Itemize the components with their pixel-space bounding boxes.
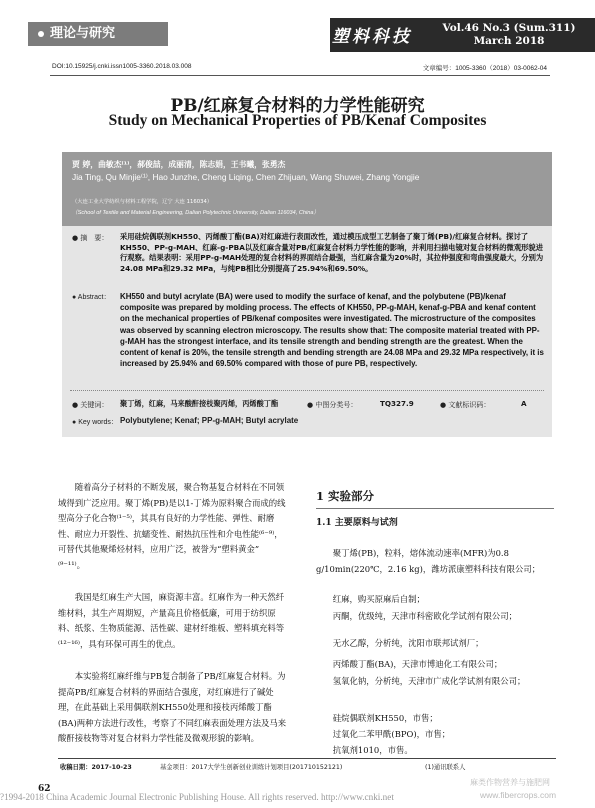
fund-info: 基金项目：2017大学生创新创业训练计划项目(201710152121) xyxy=(160,764,343,771)
material-item: 丙酮，优级纯，天津市科密欧化学试剂有限公司； xyxy=(332,611,518,621)
clc-number: TQ327.9 xyxy=(380,399,414,408)
article-number: 文章编号：1005-3360（2018）03-0062-04 xyxy=(422,65,547,72)
watermark-chinese: 麻类作物营养与施肥网 xyxy=(470,778,550,787)
material-item: 丙烯酸丁酯(BA)，天津市博迪化工有限公司； xyxy=(332,659,503,669)
bullet-icon xyxy=(38,31,44,37)
doc-code-label: ● 文献标识码： xyxy=(440,401,491,409)
material-item: 聚丁烯(PB)，粒料，熔体流动速率(MFR)为0.8 g/10min(220℃，2.16 kg)，潍坊派康塑料科技有限公司； xyxy=(316,548,541,574)
section-divider xyxy=(316,508,554,509)
copyright-notice: ?1994-2018 China Academic Journal Electronic Publishing House. All rights reserved. http://www.cnki.net xyxy=(0,792,394,802)
header-divider xyxy=(50,75,550,76)
abstract-box xyxy=(62,152,552,437)
material-item: 无水乙醇，分析纯，沈阳市联邦试剂厂； xyxy=(332,638,484,648)
watermark-url: www.fibercrops.com xyxy=(480,790,557,800)
material-item: 红麻，购买原麻后自制； xyxy=(332,594,425,604)
keywords-chinese: 聚丁烯，红麻，马来酸酐接枝聚丙烯，丙烯酸丁酯 xyxy=(120,399,279,408)
subsection-heading: 1.1 主要原料与试剂 xyxy=(316,518,398,528)
doi: DOI:10.15925/j.cnki.issn1005-3360.2018.03.008 xyxy=(52,63,192,70)
intro-paragraph-3: 本实验将红麻纤维与PB复合制备了PB/红麻复合材料。为提高PB/红麻复合材料的界面结合强度，对红麻进行了碱处理，在此基础上采用偶联剂KH550处理和接枝丙烯酸丁酯(BA)两种方法进行改性，考察了不同红麻表面处理方法及马来酸酐接枝物等对复合材料力学性能及微观形貌的影响。 xyxy=(58,671,287,744)
section-heading: 1 实验部分 xyxy=(316,489,375,503)
intro-paragraph-2: 我国是红麻生产大国，麻资源丰富。红麻作为一种天然纤维材料，其生产周期短，产量高且价格低廉，可用于纺织原料、纸浆、生物质能源、活性碳、建材纤维板、塑料填充料等⁽¹²⁻¹⁶⁾，具有环保可再生的优点。 xyxy=(58,592,285,649)
footer-divider xyxy=(58,758,556,759)
material-item: 硅烷偶联剂KH550，市售； xyxy=(332,713,438,723)
abstract-english: KH550 and butyl acrylate (BA) were used to modify the surface of kenaf, and the polybutene (PB)/kenaf composite was prepared by molding process. The effects of KH550, PP-g-MAH, kenaf-g-PBA and kenaf content on the mechanical properties of PB/kenaf composites were investigated. The microstructure of the composites was observed by scanning electron microscopy. The results show that: The composite material treated with PP-g-MAH has the strongest interface, and its tensile strength and bending strength are the greatest. When the content of kenaf is 20%, the tensile strength and bending strength are 24.08 MPa and 29.32 MPa respectively, it is increased by 25.94% and 69.50% compared with those of pure PB, respectively. xyxy=(120,292,544,369)
page-number: 62 xyxy=(38,784,51,794)
volume-number: Vol.46 No.3 (Sum.311) xyxy=(442,22,576,34)
clc-label: ● 中图分类号： xyxy=(307,401,358,409)
material-item: 氢氧化钠，分析纯，天津市广成化学试剂有限公司； xyxy=(332,676,526,686)
authors-chinese: 贾 婷，曲敏杰⁽¹⁾，郝俊喆，成丽清，陈志娟，王书曦，张勇杰 xyxy=(72,160,286,169)
material-item: 过氧化二苯甲酰(BPO)，市售； xyxy=(332,729,451,739)
issue-date: March 2018 xyxy=(473,35,545,47)
material-item: 抗氧剂1010，市售。 xyxy=(332,745,413,755)
abstract-label-en: ● Abstract： xyxy=(72,294,111,301)
author-band xyxy=(62,152,552,226)
abstract-chinese: 采用硅烷偶联剂KH550、丙烯酸丁酯(BA)对红麻进行表面改性，通过模压成型工艺制备了聚丁烯(PB)/红麻复合材料。探讨了KH550、PP-g-MAH、红麻-g-PBA以及红麻含量对PB/红麻复合材料力学性能的影响，并利用扫描电镜对复合材料的微观形貌进行观察。结果表明：采用PP-g-MAH处理的复合材料的界面结合最强，当红麻含量为20%时，其拉伸强度和弯曲强度最大，分别为24.08 MPa和29.32 MPa，与纯PB相比分别提高了25.94%和69.50%。 xyxy=(120,232,544,273)
keywords-label-cn: ● 关键词： xyxy=(72,401,109,409)
journal-logo: 塑料科技 xyxy=(332,27,412,47)
abstract-label-cn: ● 摘 要： xyxy=(72,234,109,242)
title-chinese: PB/红麻复合材料的力学性能研究 xyxy=(170,96,425,116)
title-english: Study on Mechanical Properties of PB/Kenaf Composites xyxy=(108,112,487,129)
affiliation-english: （School of Textile and Material Engineering, Dalian Polytechnic University, Dalian 116034, China） xyxy=(72,210,320,216)
section-text: 理论与研究 xyxy=(50,26,116,41)
keywords-english: Polybutylene; Kenaf; PP-g-MAH; Butyl acrylate xyxy=(120,416,299,425)
intro-paragraph-1: 随着高分子材料的不断发展，聚合物基复合材料在不同领域得到广泛应用。聚丁烯(PB)是以1-丁烯为原料聚合而成的线型高分子化合物⁽¹⁻⁵⁾，其具有良好的力学性能、弹性、耐磨性、耐应力开裂性、抗蠕变性、耐热抗压性和介电性能⁽⁶⁻⁹⁾，可替代其他聚烯烃材料，应用广泛，被誉为“塑料黄金” ⁽⁹⁻¹¹⁾。 xyxy=(58,482,286,570)
corresponding-author: (1)通讯联系人 xyxy=(425,764,466,771)
keywords-divider xyxy=(70,390,544,391)
affiliation-chinese: （大连工业大学纺织与材料工程学院，辽宁 大连 116034） xyxy=(72,199,213,205)
section-label xyxy=(28,22,168,46)
keywords-label-en: ● Key words： xyxy=(72,419,118,426)
authors-english: Jia Ting, Qu Minjie⁽¹⁾, Hao Junzhe, Cheng Liqing, Chen Zhijuan, Wang Shuwei, Zhang Yongjie xyxy=(72,172,420,182)
received-date: 收稿日期：2017-10-23 xyxy=(60,764,132,771)
doc-code: A xyxy=(521,399,527,408)
volume-info xyxy=(434,22,584,48)
